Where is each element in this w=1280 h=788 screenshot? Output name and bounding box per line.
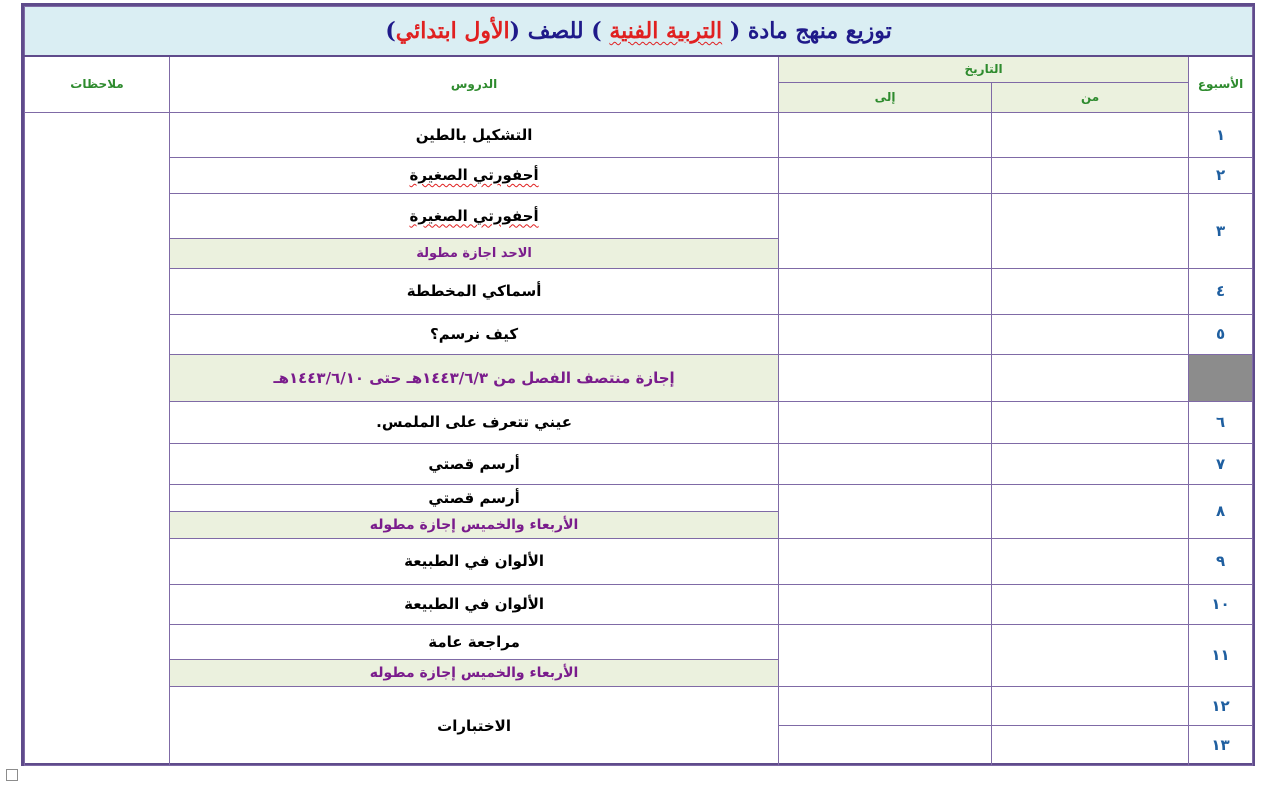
date-to-cell[interactable] <box>779 157 992 193</box>
date-to-cell[interactable] <box>779 686 992 725</box>
lesson-cell <box>170 193 779 238</box>
week-number: ٤ <box>1189 268 1253 314</box>
title-close-paren2: ) <box>385 18 396 44</box>
header-lessons: الدروس <box>170 56 779 112</box>
date-from-cell[interactable] <box>992 112 1189 157</box>
header-date: التاريخ <box>779 56 1189 82</box>
date-from-cell[interactable] <box>992 401 1189 443</box>
week-number: ١١ <box>1189 624 1253 686</box>
week-number: ٣ <box>1189 193 1253 268</box>
title-part1: توزيع منهج مادة <box>747 18 892 44</box>
title-open-paren2: ( <box>509 18 521 44</box>
lesson-cell: الألوان في الطبيعة <box>170 538 779 584</box>
lesson-cell <box>170 157 779 193</box>
date-from-cell[interactable] <box>992 443 1189 484</box>
week-number: ٨ <box>1189 484 1253 538</box>
date-to-cell[interactable] <box>779 112 992 157</box>
header-to: إلى <box>779 82 992 112</box>
week-number: ١٢ <box>1189 686 1253 725</box>
curriculum-document <box>21 3 1255 766</box>
lesson-cell: الألوان في الطبيعة <box>170 584 779 624</box>
week-number: ٢ <box>1189 157 1253 193</box>
week-number: ١٣ <box>1189 725 1253 765</box>
midterm-break-note: إجازة منتصف الفصل من ١٤٤٣/٦/٣هـ حتى ١٤٤٣/٦/١٠هـ <box>170 354 779 401</box>
holiday-note: الأربعاء والخميس إجازة مطوله <box>170 511 779 538</box>
lesson-cell: عيني تتعرف على الملمس. <box>170 401 779 443</box>
lesson-cell: مراجعة عامة <box>170 624 779 659</box>
week-number: ٥ <box>1189 314 1253 354</box>
date-to-cell[interactable] <box>779 354 992 401</box>
date-to-cell[interactable] <box>779 584 992 624</box>
date-from-cell[interactable] <box>992 193 1189 268</box>
table-resize-handle[interactable] <box>6 769 18 781</box>
date-from-cell[interactable] <box>992 725 1189 765</box>
lesson-text: أحفورتي الصغيرة <box>409 206 539 225</box>
notes-cell[interactable] <box>25 112 170 765</box>
title-grade: الأول ابتدائي <box>395 18 510 44</box>
week-number: ٩ <box>1189 538 1253 584</box>
date-from-cell[interactable] <box>992 484 1189 538</box>
week-number: ٧ <box>1189 443 1253 484</box>
header-week: الأسبوع <box>1189 56 1253 112</box>
date-to-cell[interactable] <box>779 725 992 765</box>
curriculum-table <box>24 6 1253 766</box>
holiday-note: الأربعاء والخميس إجازة مطوله <box>170 659 779 686</box>
lesson-text: أحفورتي الصغيرة <box>409 166 539 184</box>
date-to-cell[interactable] <box>779 443 992 484</box>
week-number: ١٠ <box>1189 584 1253 624</box>
week-number: ١ <box>1189 112 1253 157</box>
date-to-cell[interactable] <box>779 268 992 314</box>
title-subject: التربية الفنية <box>609 18 723 44</box>
date-from-cell[interactable] <box>992 157 1189 193</box>
lesson-cell: الاختبارات <box>170 686 779 765</box>
title-open-paren: ( <box>722 18 748 44</box>
date-to-cell[interactable] <box>779 401 992 443</box>
header-from: من <box>992 82 1189 112</box>
date-from-cell[interactable] <box>992 354 1189 401</box>
lesson-cell: التشكيل بالطين <box>170 112 779 157</box>
date-to-cell[interactable] <box>779 624 992 686</box>
date-from-cell[interactable] <box>992 624 1189 686</box>
date-to-cell[interactable] <box>779 538 992 584</box>
week-number: ٦ <box>1189 401 1253 443</box>
page-title <box>25 7 1253 57</box>
date-from-cell[interactable] <box>992 584 1189 624</box>
title-part2: للصف <box>520 18 584 44</box>
holiday-note: الاحد اجازة مطولة <box>170 238 779 268</box>
lesson-cell: أرسم قصتي <box>170 443 779 484</box>
header-notes: ملاحظات <box>25 56 170 112</box>
date-to-cell[interactable] <box>779 314 992 354</box>
date-from-cell[interactable] <box>992 268 1189 314</box>
lesson-cell: أرسم قصتي <box>170 484 779 511</box>
date-to-cell[interactable] <box>779 193 992 268</box>
date-from-cell[interactable] <box>992 538 1189 584</box>
week-number-blank <box>1189 354 1253 401</box>
date-from-cell[interactable] <box>992 314 1189 354</box>
date-from-cell[interactable] <box>992 686 1189 725</box>
title-close-paren: ) <box>583 18 610 44</box>
lesson-cell: أسماكي المخططة <box>170 268 779 314</box>
date-to-cell[interactable] <box>779 484 992 538</box>
lesson-cell: كيف نرسم؟ <box>170 314 779 354</box>
